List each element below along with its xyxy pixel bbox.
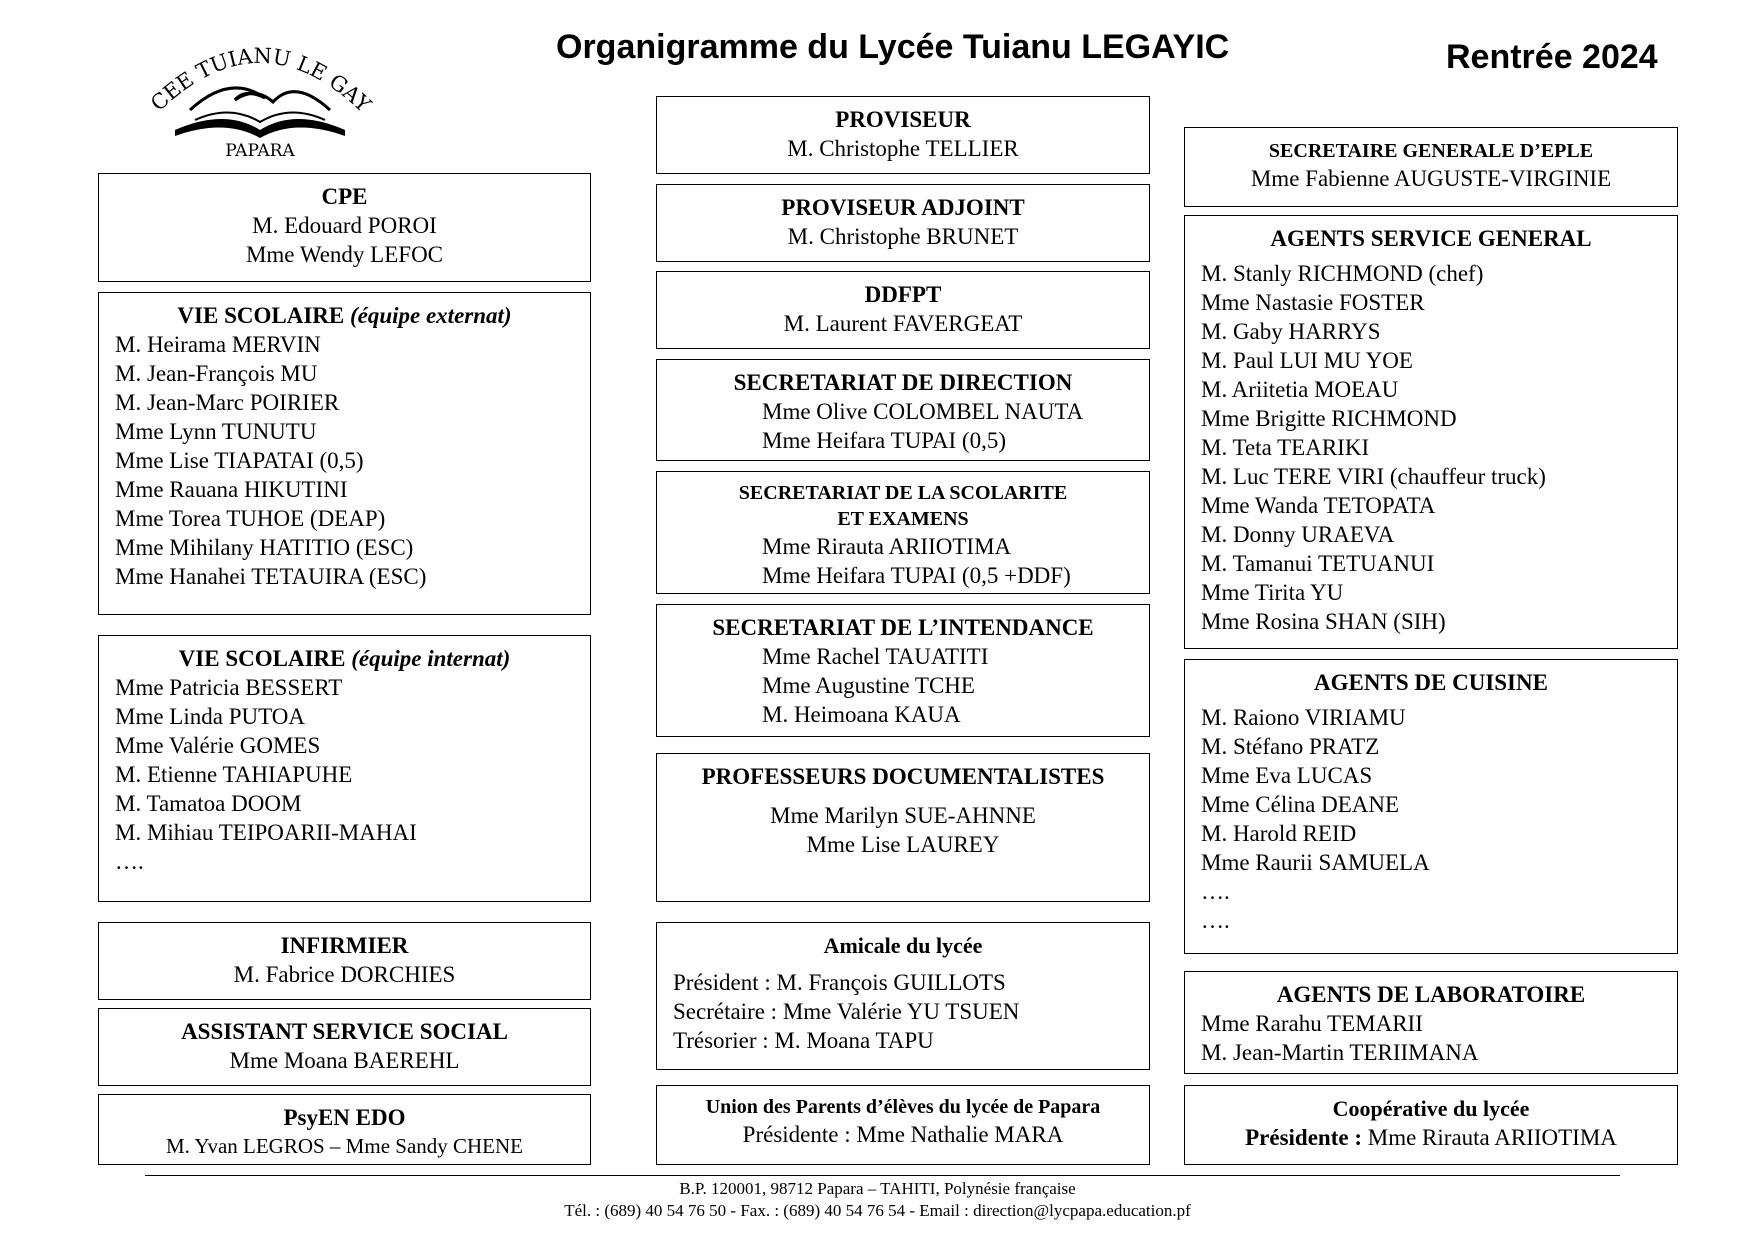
cuisine-member: Mme Eva LUCAS xyxy=(1201,763,1373,788)
year-title: Rentrée 2024 xyxy=(1446,38,1658,76)
logo-town: PAPARA xyxy=(225,141,295,158)
secretariat-scolarite-box xyxy=(656,471,1150,594)
cuisine-member: …. xyxy=(1201,879,1230,904)
vie-internat-heading-main: VIE SCOLAIRE xyxy=(178,646,346,671)
vie-internat-heading xyxy=(99,644,590,673)
amicale-member: Secrétaire : Mme Valérie YU TSUEN xyxy=(673,999,1020,1024)
vie-internat-member: M. Tamatoa DOOM xyxy=(115,791,302,816)
vie-externat-heading xyxy=(99,301,590,330)
cpe-heading: CPE xyxy=(321,184,368,209)
sec-generale-heading: SECRETAIRE GENERALE D’EPLE xyxy=(1268,140,1594,162)
service-general-member: Mme Rosina SHAN (SIH) xyxy=(1201,609,1446,634)
vie-externat-heading-em: (équipe externat) xyxy=(349,303,512,328)
assistant-social-box xyxy=(98,1008,591,1086)
vie-internat-member: Mme Valérie GOMES xyxy=(115,733,321,758)
cuisine-member: Mme Célina DEANE xyxy=(1201,792,1400,817)
sec-direction-heading: SECRETARIAT DE DIRECTION xyxy=(733,370,1073,395)
vie-internat-member: Mme Linda PUTOA xyxy=(115,704,305,729)
adjoint-member: M. Christophe BRUNET xyxy=(787,224,1019,249)
vie-externat-member: Mme Torea TUHOE (DEAP) xyxy=(115,506,386,531)
sec-scolarite-member: Mme Heifara TUPAI (0,5 +DDF) xyxy=(762,563,1071,588)
infirmier-heading: INFIRMIER xyxy=(280,933,409,958)
service-general-member: Mme Tirita YU xyxy=(1201,580,1344,605)
cuisine-member: M. Stéfano PRATZ xyxy=(1201,734,1380,759)
service-general-member: M. Luc TERE VIRI (chauffeur truck) xyxy=(1201,464,1546,489)
vie-internat-member: …. xyxy=(115,849,144,874)
logo-emblem xyxy=(145,38,375,158)
amicale-member: Président : M. François GUILLOTS xyxy=(673,970,1006,995)
service-general-member: Mme Wanda TETOPATA xyxy=(1201,493,1436,518)
footer-address: B.P. 120001, 98712 Papara – TAHITI, Polynésie française xyxy=(679,1179,1076,1198)
sec-generale-member: Mme Fabienne AUGUSTE-VIRGINIE xyxy=(1250,166,1612,191)
sec-intendance-member: Mme Rachel TAUATITI xyxy=(762,644,989,669)
vie-externat-member: M. Jean-Marc POIRIER xyxy=(115,390,340,415)
psyen-box xyxy=(98,1094,591,1165)
service-general-member: M. Paul LUI MU YOE xyxy=(1201,348,1413,373)
proviseur-member: M. Christophe TELLIER xyxy=(787,136,1019,161)
cuisine-member: M. Raiono VIRIAMU xyxy=(1201,705,1406,730)
psyen-member: M. Yvan LEGROS – Mme Sandy CHENE xyxy=(165,1134,524,1158)
laboratoire-member: M. Jean-Martin TERIIMANA xyxy=(1201,1040,1479,1065)
laboratoire-member: Mme Rarahu TEMARII xyxy=(1201,1011,1423,1036)
proviseur-heading: PROVISEUR xyxy=(835,107,971,132)
secretariat-direction-box xyxy=(656,359,1150,461)
logo-arc-text: CEE TUIANU LE GAY xyxy=(146,43,375,117)
vie-externat-member: Mme Lise TIAPATAI (0,5) xyxy=(115,448,364,473)
vie-internat-member: Mme Patricia BESSERT xyxy=(115,675,343,700)
service-general-heading: AGENTS SERVICE GENERAL xyxy=(1270,226,1592,251)
documentalistes-heading: PROFESSEURS DOCUMENTALISTES xyxy=(701,764,1105,789)
vie-externat-member: M. Jean-François MU xyxy=(115,361,318,386)
sec-direction-member: Mme Olive COLOMBEL NAUTA xyxy=(762,399,1084,424)
vie-externat-member: Mme Rauana HIKUTINI xyxy=(115,477,348,502)
agents-laboratoire-box xyxy=(1184,971,1678,1074)
assistant-member: Mme Moana BAEREHL xyxy=(229,1048,460,1073)
union-parents-box xyxy=(656,1085,1150,1165)
page-title: Organigramme du Lycée Tuianu LEGAYIC xyxy=(556,28,1230,66)
ddfpt-member: M. Laurent FAVERGEAT xyxy=(783,311,1023,336)
school-logo xyxy=(145,38,375,158)
service-general-member: Mme Brigitte RICHMOND xyxy=(1201,406,1457,431)
svg-text:LYCEE TUIANU LE GAYIC xyxy=(145,38,375,118)
amicale-heading: Amicale du lycée xyxy=(823,933,983,958)
proviseur-box xyxy=(656,96,1150,174)
vie-externat-heading-main: VIE SCOLAIRE xyxy=(177,303,345,328)
footer-rule xyxy=(145,1175,1620,1176)
cuisine-heading: AGENTS DE CUISINE xyxy=(1314,670,1548,695)
union-member: Présidente : Mme Nathalie MARA xyxy=(742,1122,1064,1147)
service-general-member: M. Donny URAEVA xyxy=(1201,522,1395,547)
vie-internat-heading-em: (équipe internat) xyxy=(351,646,511,671)
secretaire-generale-box xyxy=(1184,127,1678,207)
psyen-heading: PsyEN EDO xyxy=(283,1105,406,1130)
cooperative-box xyxy=(1184,1085,1678,1165)
sec-scolarite-heading: SECRETARIAT DE LA SCOLARITE xyxy=(738,482,1068,504)
vie-scolaire-externat-box xyxy=(98,292,591,615)
agents-service-general-box xyxy=(1184,215,1678,649)
service-general-member: M. Teta TEARIKI xyxy=(1201,435,1370,460)
ddfpt-box xyxy=(656,271,1150,349)
sec-direction-member: Mme Heifara TUPAI (0,5) xyxy=(762,428,1007,453)
service-general-member: M. Gaby HARRYS xyxy=(1201,319,1381,344)
ddfpt-heading: DDFPT xyxy=(864,282,942,307)
amicale-member: Trésorier : M. Moana TAPU xyxy=(673,1028,934,1053)
vie-externat-member: Mme Hanahei TETAUIRA (ESC) xyxy=(115,564,427,589)
documentalistes-member: Mme Marilyn SUE-AHNNE xyxy=(770,803,1036,828)
sec-scolarite-heading-2: ET EXAMENS xyxy=(837,508,969,530)
cooperative-president-name: Mme Rirauta ARIIOTIMA xyxy=(1367,1125,1617,1150)
sec-intendance-member: Mme Augustine TCHE xyxy=(762,673,975,698)
vie-externat-member: M. Heirama MERVIN xyxy=(115,332,321,357)
sec-intendance-heading: SECRETARIAT DE L’INTENDANCE xyxy=(712,615,1094,640)
cpe-box xyxy=(98,173,591,282)
service-general-member: M. Tamanui TETUANUI xyxy=(1201,551,1435,576)
assistant-heading: ASSISTANT SERVICE SOCIAL xyxy=(181,1019,508,1044)
laboratoire-heading: AGENTS DE LABORATOIRE xyxy=(1276,982,1586,1007)
cooperative-president-label: Présidente : xyxy=(1245,1125,1362,1150)
cpe-member: Mme Wendy LEFOC xyxy=(245,242,444,267)
sec-intendance-member: M. Heimoana KAUA xyxy=(762,702,961,727)
cpe-member: M. Edouard POROI xyxy=(252,213,437,238)
vie-externat-member: Mme Mihilany HATITIO (ESC) xyxy=(115,535,414,560)
documentalistes-member: Mme Lise LAUREY xyxy=(806,832,1000,857)
proviseur-adjoint-box xyxy=(656,184,1150,262)
infirmier-box xyxy=(98,922,591,1000)
vie-internat-member: M. Etienne TAHIAPUHE xyxy=(115,762,353,787)
footer-contact: Tél. : (689) 40 54 76 50 - Fax. : (689) 40 54 76 54 - Email : direction@lycpapa.education.pf xyxy=(564,1201,1191,1220)
cooperative-heading: Coopérative du lycée xyxy=(1332,1096,1530,1121)
vie-internat-member: M. Mihiau TEIPOARII-MAHAI xyxy=(115,820,417,845)
infirmier-member: M. Fabrice DORCHIES xyxy=(233,962,456,987)
cuisine-member: M. Harold REID xyxy=(1201,821,1357,846)
cuisine-member: Mme Raurii SAMUELA xyxy=(1201,850,1430,875)
cooperative-president xyxy=(1185,1123,1677,1152)
sec-scolarite-member: Mme Rirauta ARIIOTIMA xyxy=(762,534,1012,559)
agents-cuisine-box xyxy=(1184,659,1678,954)
cuisine-member: …. xyxy=(1201,908,1230,933)
service-general-member: Mme Nastasie FOSTER xyxy=(1201,290,1425,315)
adjoint-heading: PROVISEUR ADJOINT xyxy=(781,195,1025,220)
secretariat-intendance-box xyxy=(656,604,1150,737)
vie-scolaire-internat-box xyxy=(98,635,591,902)
vie-externat-member: Mme Lynn TUNUTU xyxy=(115,419,317,444)
documentalistes-box xyxy=(656,753,1150,902)
amicale-box xyxy=(656,922,1150,1070)
service-general-member: M. Ariitetia MOEAU xyxy=(1201,377,1399,402)
service-general-member: M. Stanly RICHMOND (chef) xyxy=(1201,261,1484,286)
union-heading: Union des Parents d’élèves du lycée de Papara xyxy=(705,1096,1101,1118)
